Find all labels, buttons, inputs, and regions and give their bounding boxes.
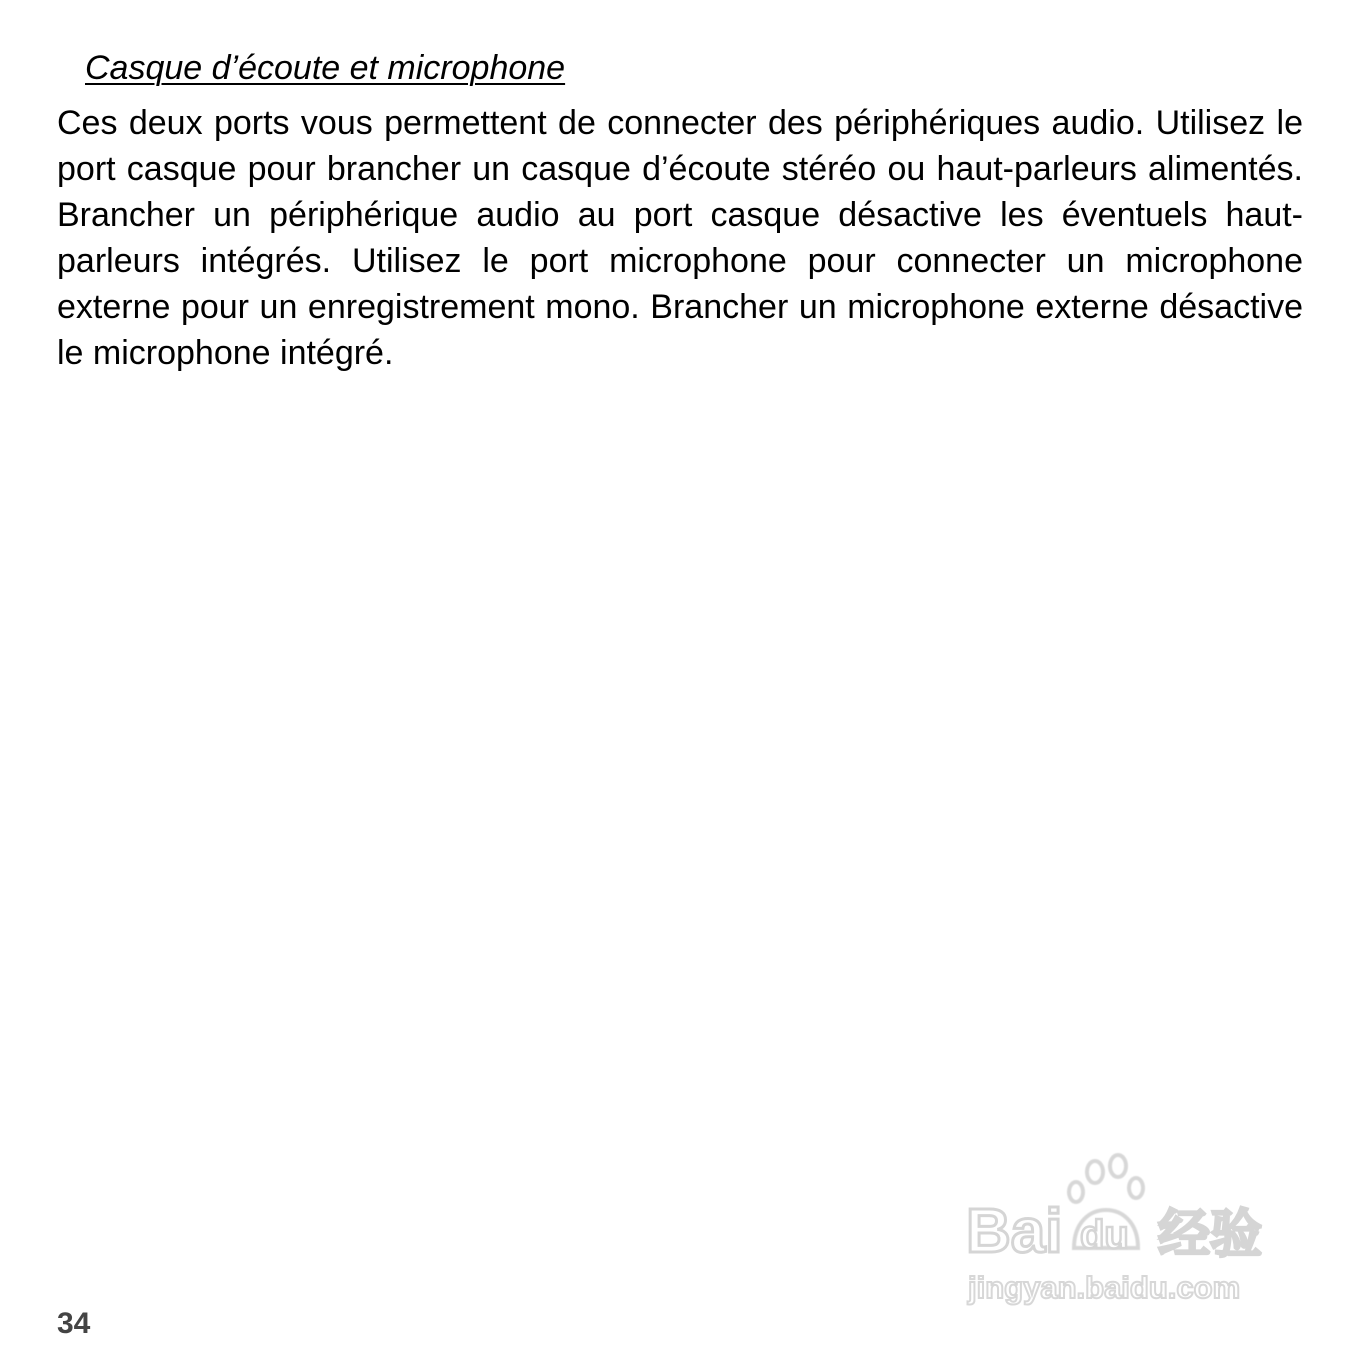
- section-heading: Casque d’écoute et microphone: [85, 49, 566, 87]
- watermark-url: jingyan.baidu.com: [968, 1270, 1241, 1305]
- page-number: 34: [57, 1307, 91, 1340]
- watermark-logo-chinese: 经验: [1158, 1205, 1263, 1265]
- watermark-logo-right: du: [1080, 1213, 1129, 1257]
- baidu-watermark: [962, 1152, 1282, 1312]
- body-paragraph: Ces deux ports vous permettent de connecter des périphériques audio. Utilisez le port casque pour brancher un casque d’écoute stéréo ou haut-parleurs alimentés. Brancher un périphérique audio au port casque désactive les éventuels haut-parleurs intégrés. Utilisez le port microphone pour connecter un microphone externe pour un enregistrement mono. Brancher un microphone externe désactive le microphone intégré.: [57, 104, 1303, 372]
- watermark-logo-left: Bai: [966, 1197, 1063, 1266]
